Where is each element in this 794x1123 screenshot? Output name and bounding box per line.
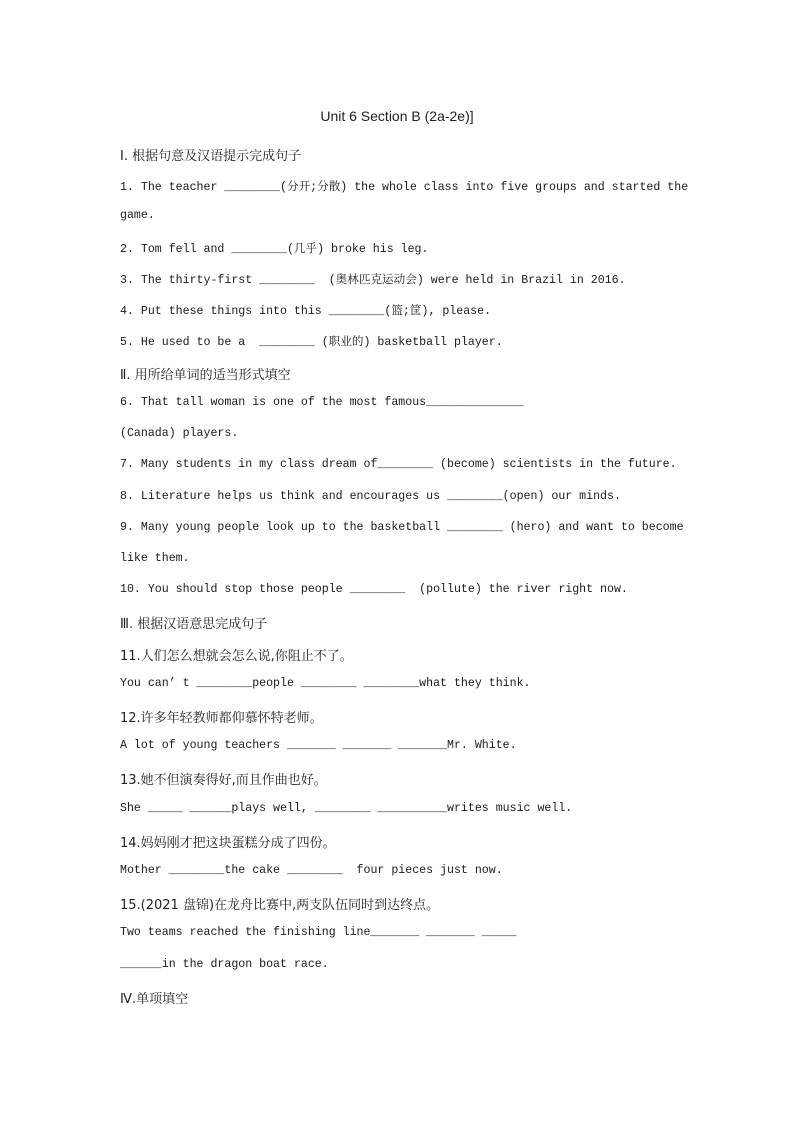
section-1-heading: Ⅰ. 根据句意及汉语提示完成句子 [120, 149, 302, 164]
question-13-english: She _____ ______plays well, ________ __________writes music well. [120, 802, 573, 815]
question-8: 8. Literature helps us think and encourages us ________(open) our minds. [120, 490, 621, 503]
section-4-heading: Ⅳ.单项填空 [120, 992, 189, 1007]
question-12-english: A lot of young teachers _______ _______ _______Mr. White. [120, 739, 517, 752]
question-6-line-2: (Canada) players. [120, 427, 239, 440]
question-2: 2. Tom fell and ________(几乎) broke his leg. [120, 243, 429, 256]
question-5: 5. He used to be a ________ (职业的) basketball player. [120, 336, 503, 349]
question-7: 7. Many students in my class dream of________ (become) scientists in the future. [120, 458, 677, 471]
question-15-chinese: 15.(2021 盘锦)在龙舟比赛中,两支队伍同时到达终点。 [120, 898, 440, 913]
section-2-heading: Ⅱ. 用所给单词的适当形式填空 [120, 368, 291, 383]
page-title: Unit 6 Section B (2a-2e)] [320, 108, 474, 124]
question-14-english: Mother ________the cake ________ four pieces just now. [120, 864, 503, 877]
question-3: 3. The thirty-first ________ (奥林匹克运动会) were held in Brazil in 2016. [120, 274, 626, 287]
question-15-english-line-2: ______in the dragon boat race. [120, 958, 329, 971]
question-11-english: You can’ t ________people ________ ________what they think. [120, 677, 531, 690]
question-6-line-1: 6. That tall woman is one of the most famous______________ [120, 396, 524, 409]
question-12-chinese: 12.许多年轻教师都仰慕怀特老师。 [120, 711, 323, 726]
question-10: 10. You should stop those people ________ (pollute) the river right now. [120, 583, 628, 596]
question-13-chinese: 13.她不但演奏得好,而且作曲也好。 [120, 773, 327, 788]
question-9-line-2: like them. [120, 552, 190, 565]
question-14-chinese: 14.妈妈刚才把这块蛋糕分成了四份。 [120, 836, 336, 851]
question-1-line-2: game. [120, 209, 155, 222]
question-4: 4. Put these things into this ________(篮;筐), please. [120, 305, 492, 318]
section-3-heading: Ⅲ. 根据汉语意思完成句子 [120, 617, 268, 632]
question-15-english-line-1: Two teams reached the finishing line_______ _______ _____ [120, 926, 517, 939]
question-11-chinese: 11.人们怎么想就会怎么说,你阻止不了。 [120, 649, 353, 664]
question-1-line-1: 1. The teacher ________(分开;分散) the whole class into five groups and started the [120, 181, 689, 194]
question-9-line-1: 9. Many young people look up to the basketball ________ (hero) and want to become [120, 521, 684, 534]
